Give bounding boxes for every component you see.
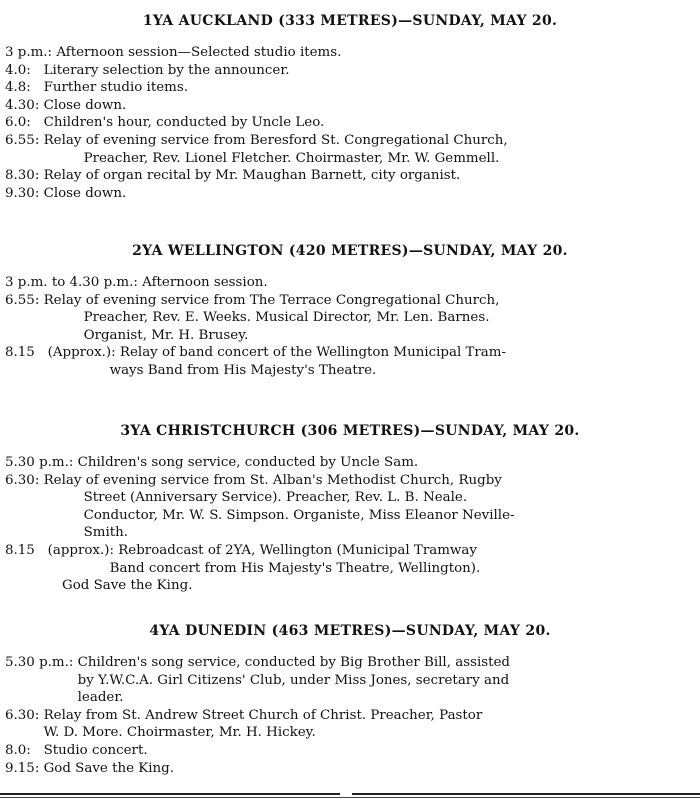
- program-item: [0, 742, 700, 760]
- program-text: (Approx.): Relay of band concert of the Wellington Municipal Tram-: [47, 345, 507, 361]
- program-text: Street (Anniversary Service). Preacher, Rev. L. B. Neale.: [83, 490, 468, 506]
- program-text: Preacher, Rev. E. Weeks. Musical Director, Mr. Len. Barnes.: [83, 310, 490, 326]
- program-time: 3 p.m. to 4.30 p.m.:: [5, 275, 138, 290]
- program-time: 8.0:: [5, 742, 31, 758]
- program-item: [0, 707, 700, 742]
- program-item: [0, 167, 700, 185]
- program-text: leader.: [77, 690, 124, 706]
- program-time: 5.30 p.m.:: [5, 455, 74, 470]
- program-text: God Save the King.: [43, 760, 175, 776]
- closing-line: God Save the King.: [62, 578, 193, 594]
- program-text: Afternoon session—Selected studio items.: [56, 45, 342, 60]
- program-item: [0, 760, 700, 778]
- program-time: 6.30:: [5, 472, 40, 488]
- program-time: 4.8:: [5, 80, 31, 96]
- station-heading: 2YA WELLINGTON (420 METRES)—SUNDAY, MAY 20.: [132, 243, 568, 259]
- program-item: [0, 97, 700, 115]
- program-item: [0, 542, 700, 577]
- program-item: [0, 44, 700, 62]
- rule-thin: [0, 797, 700, 798]
- station-heading: 4YA DUNEDIN (463 METRES)—SUNDAY, MAY 20.: [149, 623, 551, 639]
- station-2ya: [0, 240, 700, 380]
- program-item: [0, 114, 700, 132]
- program-time: 3 p.m.:: [5, 45, 53, 60]
- program-time: 6.30:: [5, 707, 40, 723]
- program-time: 6.55:: [5, 292, 40, 308]
- program-text: ways Band from His Majesty's Theatre.: [109, 362, 377, 378]
- program-time: 4.30:: [5, 97, 40, 113]
- program-item: [0, 132, 700, 167]
- program-item: [0, 454, 700, 472]
- program-text: Relay from St. Andrew Street Church of Christ. Preacher, Pastor: [43, 707, 483, 723]
- program-text: Conductor, Mr. W. S. Simpson. Organiste, Miss Eleanor Neville-: [83, 507, 515, 523]
- program-text: Close down.: [43, 97, 127, 113]
- program-text: Band concert from His Majesty's Theatre, Wellington).: [109, 560, 481, 576]
- program-text: Children's song service, conducted by Uncle Sam.: [77, 455, 419, 470]
- program-text: Relay of evening service from The Terrace Congregational Church,: [43, 292, 500, 308]
- program-item: [0, 344, 700, 379]
- program-item: [0, 274, 700, 292]
- station-3ya: [0, 420, 700, 595]
- program-text: by Y.W.C.A. Girl Citizens' Club, under Miss Jones, secretary and: [77, 672, 510, 688]
- program-item: [0, 62, 700, 80]
- rule-right: [352, 793, 700, 795]
- bottom-rule: [0, 793, 700, 799]
- program-text: Afternoon session.: [142, 275, 268, 290]
- program-text: Studio concert.: [43, 742, 148, 758]
- program-text: Smith.: [83, 525, 129, 541]
- program-text: Children's hour, conducted by Uncle Leo.: [43, 115, 325, 131]
- program-item: [0, 79, 700, 97]
- program-time: 6.0:: [5, 115, 31, 131]
- program-text: (approx.): Rebroadcast of 2YA, Wellington (Municipal Tramway: [47, 542, 477, 558]
- program-text: Further studio items.: [43, 80, 188, 96]
- program-time: 6.55:: [5, 132, 40, 148]
- program-time: 9.30:: [5, 185, 40, 201]
- program-item: [0, 654, 700, 707]
- program-text: Organist, Mr. H. Brusey.: [83, 327, 249, 343]
- program-text: Relay of evening service from St. Alban's Methodist Church, Rugby: [43, 472, 502, 488]
- station-heading: 3YA CHRISTCHURCH (306 METRES)—SUNDAY, MAY 20.: [120, 423, 580, 439]
- program-time: 8.15: [5, 542, 35, 558]
- program-item: [0, 472, 700, 542]
- program-text: W. D. More. Choirmaster, Mr. H. Hickey.: [43, 725, 316, 741]
- program-text: Close down.: [43, 185, 127, 201]
- program-text: Relay of evening service from Beresford St. Congregational Church,: [43, 132, 508, 148]
- program-time: 5.30 p.m.:: [5, 655, 74, 670]
- program-text: Preacher, Rev. Lionel Fletcher. Choirmaster, Mr. W. Gemmell.: [83, 150, 500, 166]
- station-1ya: [0, 10, 700, 202]
- program-time: 9.15:: [5, 760, 40, 776]
- station-heading: 1YA AUCKLAND (333 METRES)—SUNDAY, MAY 20.: [142, 13, 558, 29]
- program-text: Children's song service, conducted by Big Brother Bill, assisted: [77, 655, 510, 670]
- program-text: Literary selection by the announcer.: [43, 62, 290, 78]
- program-time: 4.0:: [5, 62, 31, 78]
- program-time: 8.30:: [5, 168, 40, 184]
- program-text: Relay of organ recital by Mr. Maughan Barnett, city organist.: [43, 168, 461, 184]
- rule-left: [0, 793, 340, 795]
- program-item: [0, 292, 700, 345]
- program-time: 8.15: [5, 345, 35, 361]
- station-4ya: [0, 620, 700, 777]
- program-item: [0, 185, 700, 203]
